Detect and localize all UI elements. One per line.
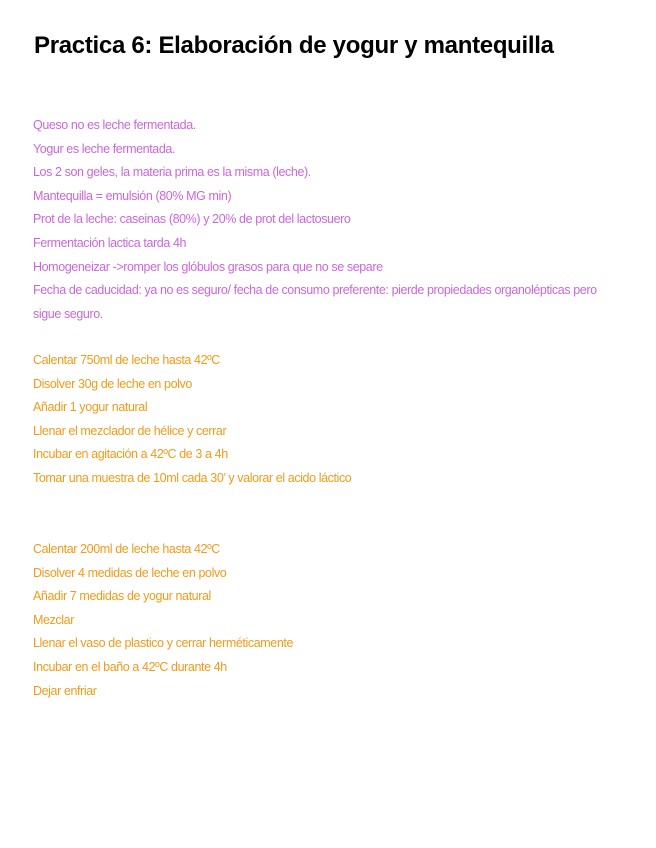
note-line: Prot de la leche: caseinas (80%) y 20% de prot del lactosuero xyxy=(33,212,351,227)
note-line: Fermentación lactica tarda 4h xyxy=(33,235,187,250)
procedure-step: Añadir 7 medidas de yogur natural xyxy=(33,589,211,604)
yogurt-cup-procedure-list xyxy=(33,538,623,703)
procedure-step: Calentar 200ml de leche hasta 42ºC xyxy=(33,542,220,556)
procedure-step: Incubar en agitación a 42ºC de 3 a 4h xyxy=(33,447,228,462)
yogurt-procedure-list xyxy=(33,349,623,491)
note-line: Los 2 son geles, la materia prima es la misma (leche). xyxy=(33,165,311,180)
procedure-step: Dejar enfriar xyxy=(33,683,97,698)
procedure-step: Llenar el vaso de plastico y cerrar herméticamente xyxy=(33,636,293,651)
procedure-step: Calentar 750ml de leche hasta 42ºC xyxy=(33,353,220,367)
procedure-step: Incubar en el baño a 42ºC durante 4h xyxy=(33,659,227,674)
page-title: Practica 6: Elaboración de yogur y mantequilla xyxy=(34,32,554,59)
note-line: Homogeneizar ->romper los glóbulos grasos para que no se separe xyxy=(33,259,383,274)
procedure-step: Mezclar xyxy=(33,612,74,627)
procedure-step: Disolver 4 medidas de leche en polvo xyxy=(33,565,227,580)
note-line: Fecha de caducidad: ya no es seguro/ fecha de consumo preferente: pierde propiedades organolépticas pero sigue seguro. xyxy=(33,283,597,321)
procedure-step: Añadir 1 yogur natural xyxy=(33,400,148,415)
note-line: Mantequilla = emulsión (80% MG min) xyxy=(33,188,232,203)
procedure-step: Tomar una muestra de 10ml cada 30’ y valorar el acido láctico xyxy=(33,470,352,485)
note-line: Yogur es leche fermentada. xyxy=(33,141,176,156)
procedure-step: Disolver 30g de leche en polvo xyxy=(33,376,192,391)
notes-list xyxy=(33,114,623,326)
note-line: Queso no es leche fermentada. xyxy=(33,118,196,132)
procedure-step: Llenar el mezclador de hélice y cerrar xyxy=(33,423,227,438)
